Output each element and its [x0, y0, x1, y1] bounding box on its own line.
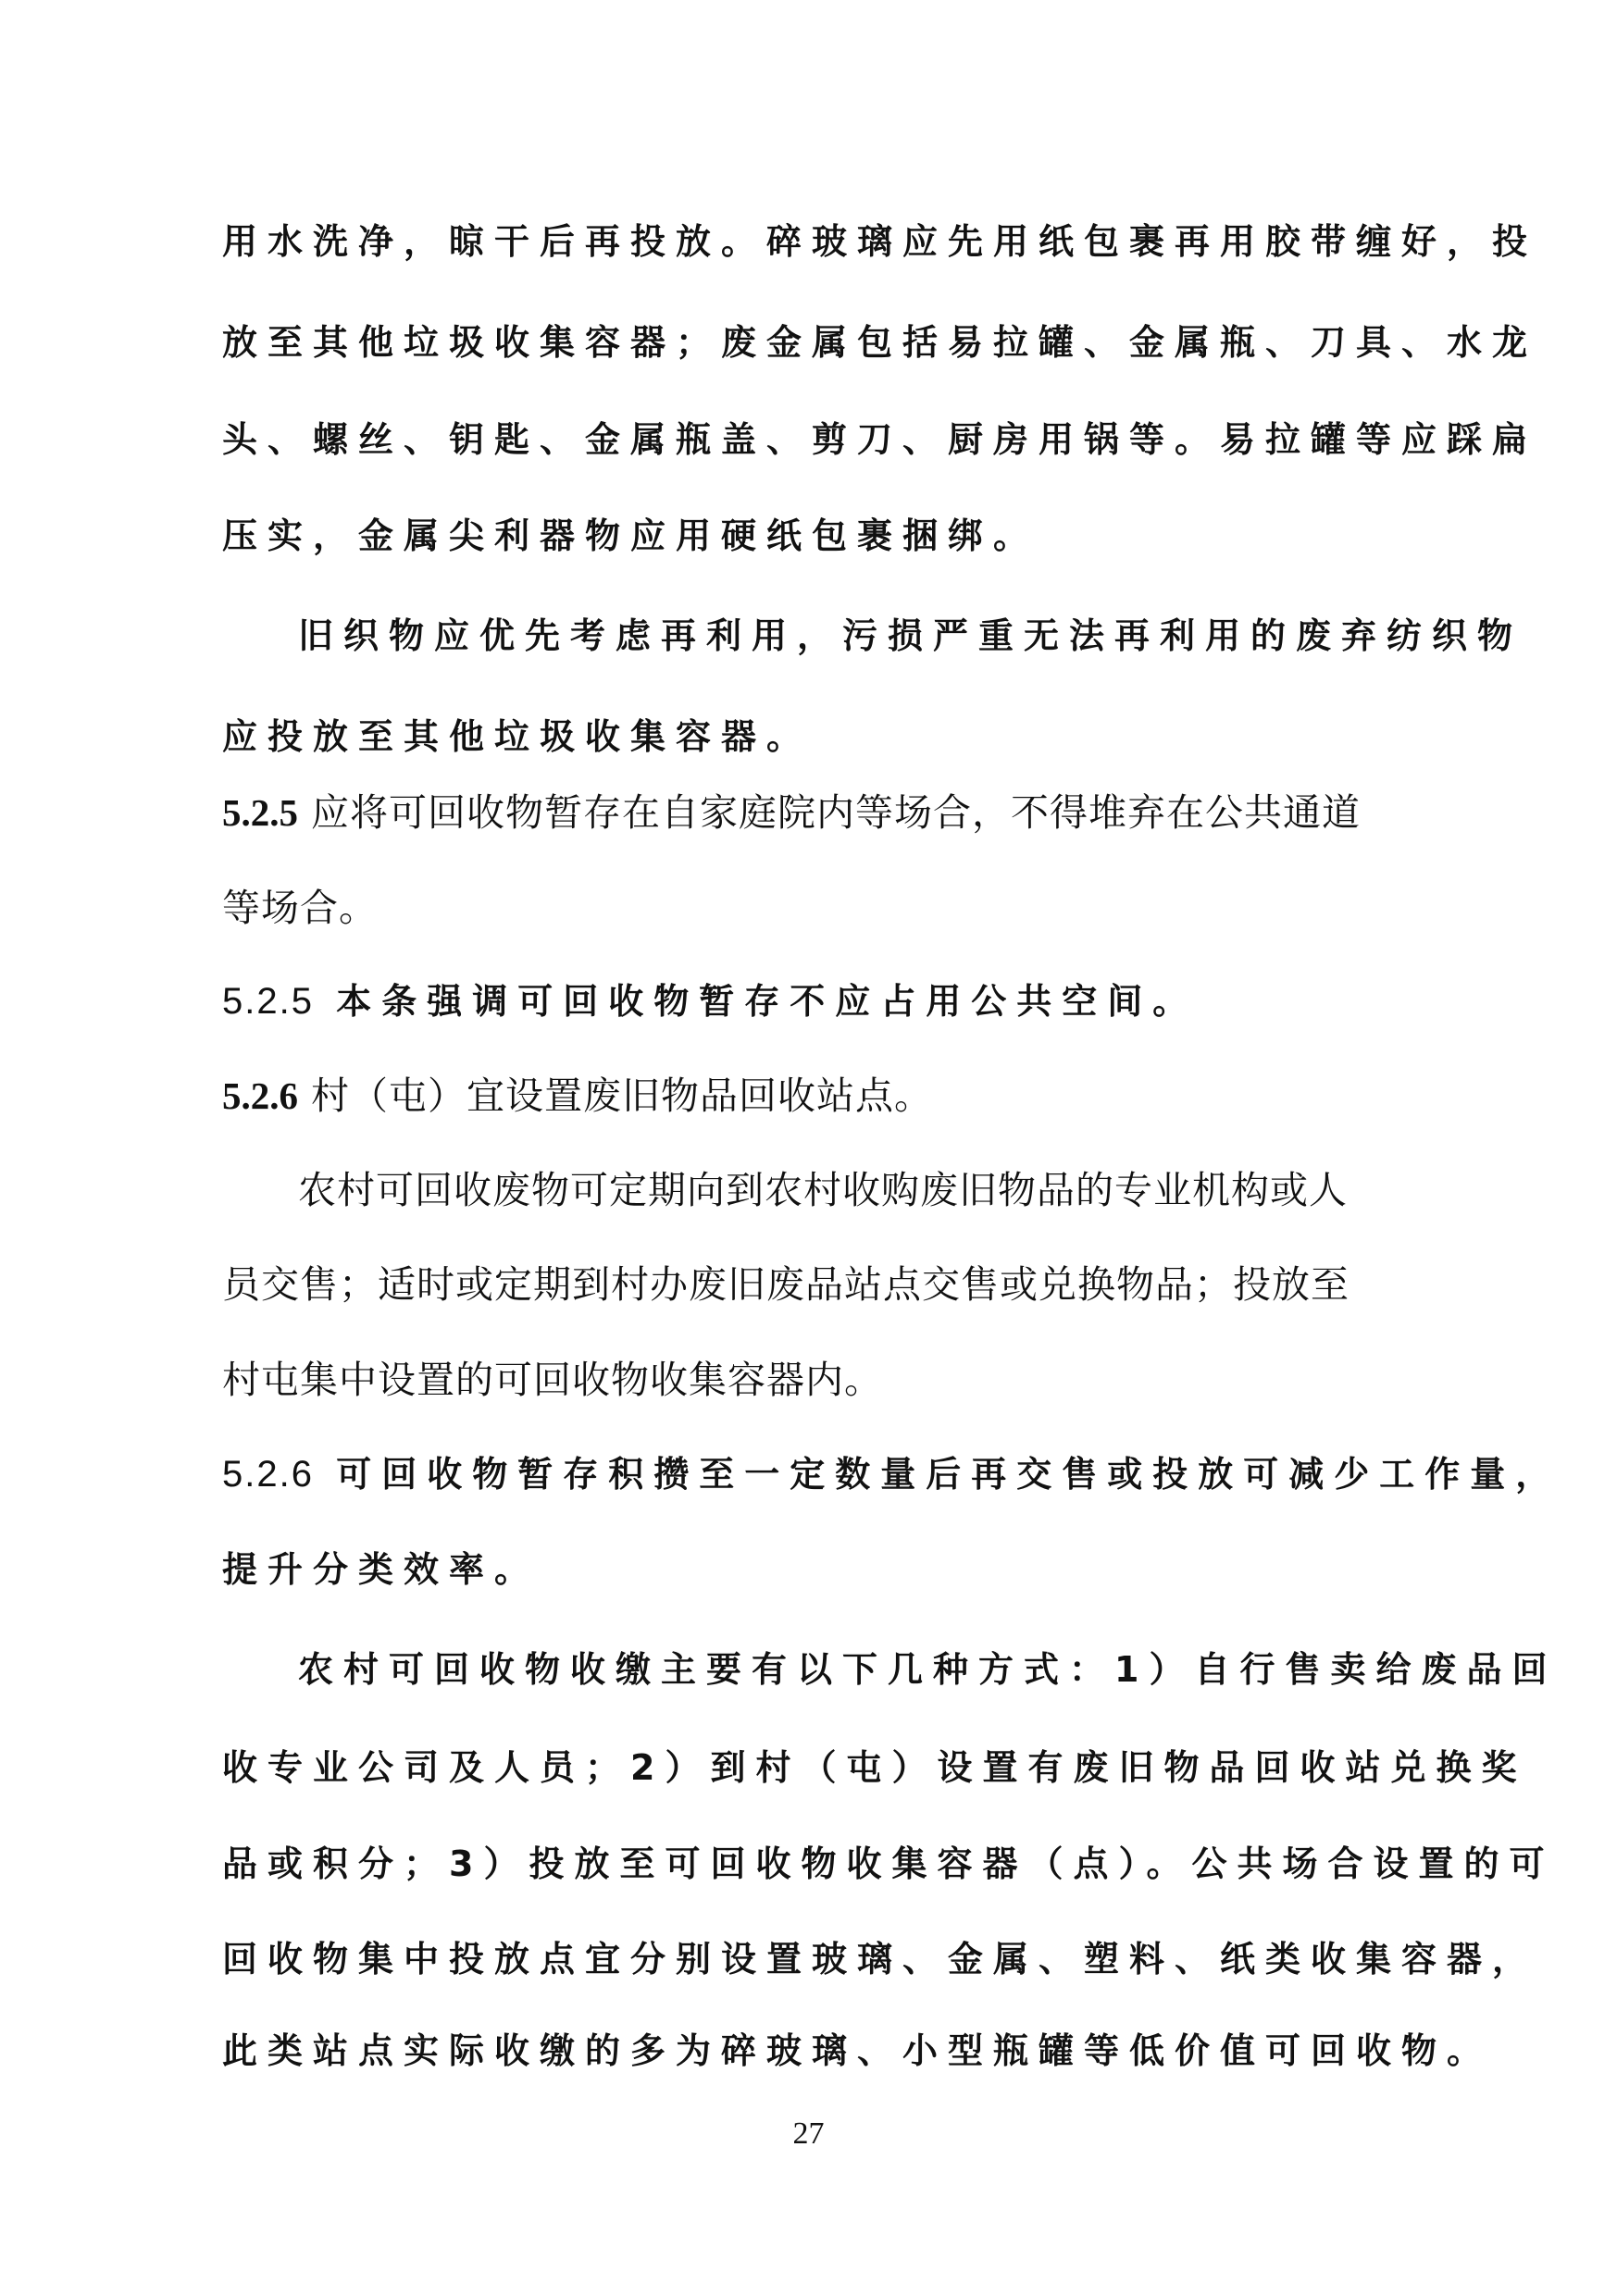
body-text-line: 员交售；适时或定期到村办废旧废品站点交售或兑换物品；投放至: [222, 1262, 1350, 1307]
page-number: 27: [792, 2116, 825, 2151]
explanation-text: 可回收物暂存积攒至一定数量后再交售或投放可减少工作量，: [336, 1454, 1561, 1495]
body-text-line: 旧织物应优先考虑再利用，污损严重无法再利用的废弃纺织物: [298, 615, 1524, 656]
clause-5-2-6: [222, 1074, 1398, 1118]
body-text-line: 此类站点实际收缴的多为碎玻璃、小型瓶罐等低价值可回收物。: [222, 2030, 1493, 2071]
explanation-number: 5.2.5: [222, 981, 314, 1022]
explanation-number: 5.2.6: [222, 1454, 314, 1495]
clause-5-2-5: [222, 790, 1398, 835]
explanation-5-2-5: [222, 983, 1398, 1020]
clause-text-line: 等场合。: [222, 886, 378, 930]
explanation-5-2-6: [222, 1454, 1561, 1495]
clause-text: 应将可回收物暂存在自家庭院内等场合，不得堆弃在公共通道: [311, 790, 1362, 835]
clause-number: 5.2.5: [222, 791, 298, 834]
body-text-line: 头、螺丝、钥匙、金属瓶盖、剪刀、厨房用锅等。易拉罐等应踩扁: [222, 419, 1538, 460]
body-text-line: 回收物集中投放点宜分别设置玻璃、金属、塑料、纸类收集容器，: [222, 1939, 1538, 1980]
body-text-line: 提升分类效率。: [222, 1549, 541, 1590]
body-text-line: 农村可回收废物可定期向到农村收购废旧物品的专业机构或人: [298, 1168, 1348, 1212]
body-text-line: 压实，金属尖利器物应用硬纸包裹捆绑。: [222, 515, 1039, 556]
explanation-text: 本条强调可回收物暂存不应占用公共空间。: [336, 981, 1199, 1022]
body-text-line: 收专业公司及人员；2）到村（屯）设置有废旧物品回收站兑换奖: [222, 1747, 1527, 1788]
body-text-line: 村屯集中设置的可回收物收集容器内。: [222, 1358, 883, 1402]
body-text-line: 应投放至其他垃圾收集容器。: [222, 716, 813, 757]
body-text-line: 放至其他垃圾收集容器；废金属包括易拉罐、金属瓶、刀具、水龙: [222, 322, 1538, 363]
clause-number: 5.2.6: [222, 1074, 298, 1117]
body-text-line: 用水洗净，晾干后再投放。碎玻璃应先用纸包裹再用胶带缠好，投: [222, 221, 1538, 262]
body-text-line: 农村可回收物收缴主要有以下几种方式：1）自行售卖给废品回: [298, 1649, 1558, 1690]
body-text-line: 品或积分；3）投放至可回收物收集容器（点）。公共场合设置的可: [222, 1843, 1555, 1884]
clause-text: 村（屯）宜设置废旧物品回收站点。: [311, 1074, 934, 1118]
